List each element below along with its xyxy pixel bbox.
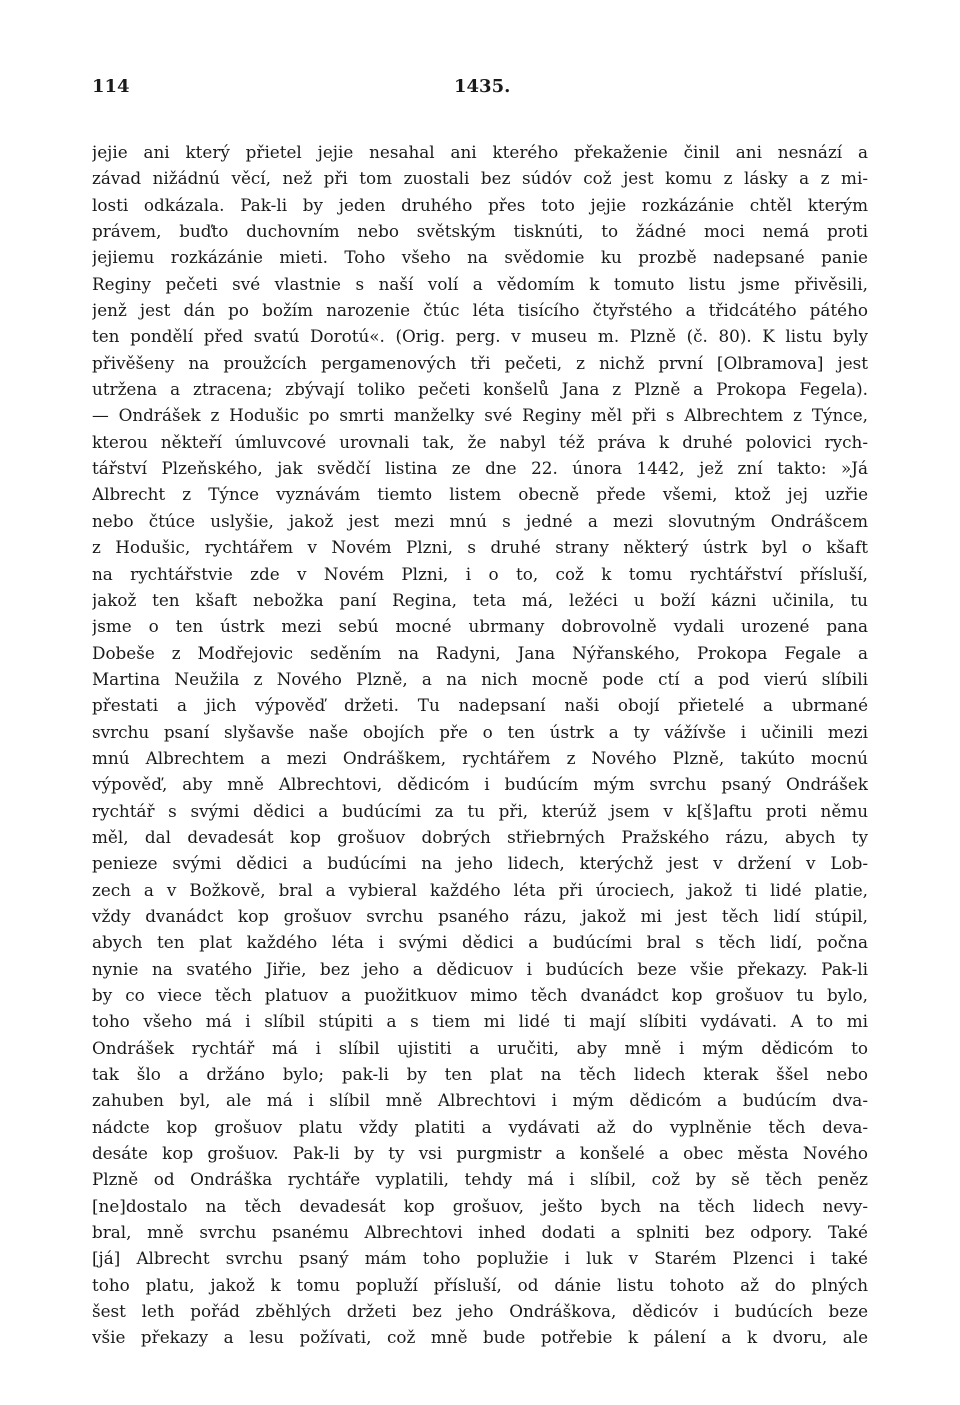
text-line: Reginy pečeti své vlastnie s naší volí a vědomím k tomuto listu jsme přivěsili, (92, 273, 868, 294)
text-line: [ne]dostalo na těch devadesát kop grošuov, ješto bych na těch lidech nevy- (92, 1195, 868, 1216)
text-line: jenž jest dán po božím narozenie čtúc léta tisícího čtyřstého a třidcátého pátého (92, 300, 868, 321)
text-line: zahuben byl, ale má i slíbil mně Albrechtovi i mým dědicóm a budúcím dva- (92, 1090, 868, 1111)
text-line: jejie ani který přietel jejie nesahal ani kterého překaženie činil ani nesnází a (92, 142, 868, 162)
text-line: vždy dvanádct kop grošuov svrchu psaného rázu, jakož mi jest těch lidí stúpil, (92, 905, 868, 926)
text-line: přestati a jich výpověď držeti. Tu nadepsaní naši obojí přietelé a ubrmané (92, 695, 868, 716)
text-line: abych ten plat každého léta i svými dědici a budúcími bral s těch lidí, počna (92, 932, 868, 953)
text-line: mnú Albrechtem a mezi Ondráškem, rychtářem z Nového Plzně, takúto mocnú (92, 747, 868, 768)
text-line: všie překazy a lesu požívati, což mně bude potřebie k pálení a k dvoru, ale (92, 1327, 868, 1348)
text-line: Plzně od Ondráška rychtáře vyplatili, tehdy má i slíbil, což by sě těch peněz (92, 1169, 868, 1190)
body-text (92, 139, 868, 1351)
text-line: jsme o ten ústrk mezi sebú mocné ubrmany dobrovolně vydali urozené pana (92, 616, 868, 637)
text-line: měl, dal devadesát kop grošuov dobrých střiebrných Pražského rázu, abych ty (92, 826, 868, 847)
text-line: zech a v Božkově, bral a vybieral každého léta při úrociech, jakož ti lidé platie, (92, 879, 868, 900)
text-line: jakož ten kšaft nebožka paní Regina, teta má, ležéci u boží kázni učinila, tu (92, 589, 868, 610)
text-line: z Hodušic, rychtářem v Novém Plzni, s druhé strany některý ústrk byl o kšaft (92, 537, 868, 558)
text-line: Martina Neužila z Nového Plzně, a na nich mocně pode ctí a pod vierú slíbili (92, 668, 868, 689)
year-heading: 1435. (454, 76, 511, 97)
text-line: Ondrášek rychtář má i slíbil ujistiti a uručiti, aby mně i mým dědicóm to (92, 1037, 868, 1058)
text-line: desáte kop grošuov. Pak-li by ty vsi purgmistr a konšelé a obec města Nového (92, 1143, 868, 1164)
text-line: losti odkázala. Pak-li by jeden druhého přes toto jejie rozkázánie chtěl kterým (92, 194, 868, 215)
running-head (92, 76, 868, 106)
text-line: rychtář s svými dědici a budúcími za tu při, kterúž jsem v k[š]aftu proti němu (92, 800, 868, 821)
page-number: 114 (92, 76, 130, 97)
text-line: právem, buďto duchovním nebo světským tisknúti, to žádné moci nemá proti (92, 221, 868, 242)
text-line: [já] Albrecht svrchu psaný mám toho poplužie i luk v Starém Plzenci i také (92, 1248, 868, 1269)
text-line: toho platu, jakož k tomu popluží přísluší, od dánie listu tohoto až do plných (92, 1274, 868, 1295)
text-line: přivěšeny na proužcích pergamenových tři pečeti, z nichž první [Olbramova] jest (92, 352, 868, 373)
text-line: bral, mně svrchu psanému Albrechtovi inhed dodati a splniti bez odpory. Také (92, 1222, 868, 1243)
text-line: penieze svými dědici a budúcími na jeho lidech, kterýchž jest v držení v Lob- (92, 853, 868, 874)
text-line: Dobeše z Modřejovic seděním na Radyni, Jana Nýřanského, Prokopa Fegale a (92, 642, 868, 663)
text-line: nádcte kop grošuov platu vždy platiti a vydávati až do vyplněnie těch deva- (92, 1116, 868, 1137)
text-line: svrchu psaní slyšavše naše obojích pře o ten ústrk a ty vážívše i učinili mezi (92, 721, 868, 742)
text-line: tak šlo a držáno bylo; pak-li by ten plat na těch lidech kterak ššel nebo (92, 1064, 868, 1085)
text-line: tářství Plzeňského, jak svědčí listina ze dne 22. února 1442, jež zní takto: »Já (92, 458, 868, 479)
text-line: ten pondělí před svatú Dorotú«. (Orig. perg. v museu m. Plzně (č. 80). K listu byly (92, 326, 868, 347)
text-line: jejiemu rozkázánie mieti. Toho všeho na svědomie ku prozbě nadepsané panie (92, 247, 868, 268)
text-line: toho všeho má i slíbil stúpiti a s tiem mi lidé ti mají slíbiti vydávati. A to mi (92, 1011, 868, 1032)
text-line: — Ondrášek z Hodušic po smrti manželky své Reginy měl při s Albrechtem z Týnce, (92, 405, 868, 426)
text-line: nebo čtúce uslyšie, jakož jest mezi mnú s jedné a mezi slovutným Ondrášcem (92, 510, 868, 531)
text-line: výpověď, aby mně Albrechtovi, dědicóm i budúcím mým svrchu psaný Ondrášek (92, 774, 868, 795)
text-line: na rychtářstvie zde v Novém Plzni, i o to, což k tomu rychtářství přísluší, (92, 563, 868, 584)
text-line: kterou někteří úmluvcové urovnali tak, že nabyl též práva k druhé polovici rych- (92, 431, 868, 452)
text-line: nynie na svatého Jiřie, bez jeho a dědicuov i budúcích beze všie překazy. Pak-li (92, 958, 868, 979)
text-line: utržena a ztracena; zbývají toliko pečeti konšelů Jana z Plzně a Prokopa Fegela). (92, 379, 868, 400)
text-line: Albrecht z Týnce vyznávám tiemto listem obecně přede všemi, ktož jej uzřie (92, 484, 868, 505)
text-line: závad nižádnú věcí, než při tom zuostali bez súdóv což jest komu z lásky a z mi- (92, 168, 868, 189)
text-line: šest leth pořád zběhlých držeti bez jeho Ondráškova, dědicóv i budúcích beze (92, 1301, 868, 1322)
text-line: by co viece těch platuov a puožitkuov mimo těch dvanádct kop grošuov tu bylo, (92, 985, 868, 1005)
